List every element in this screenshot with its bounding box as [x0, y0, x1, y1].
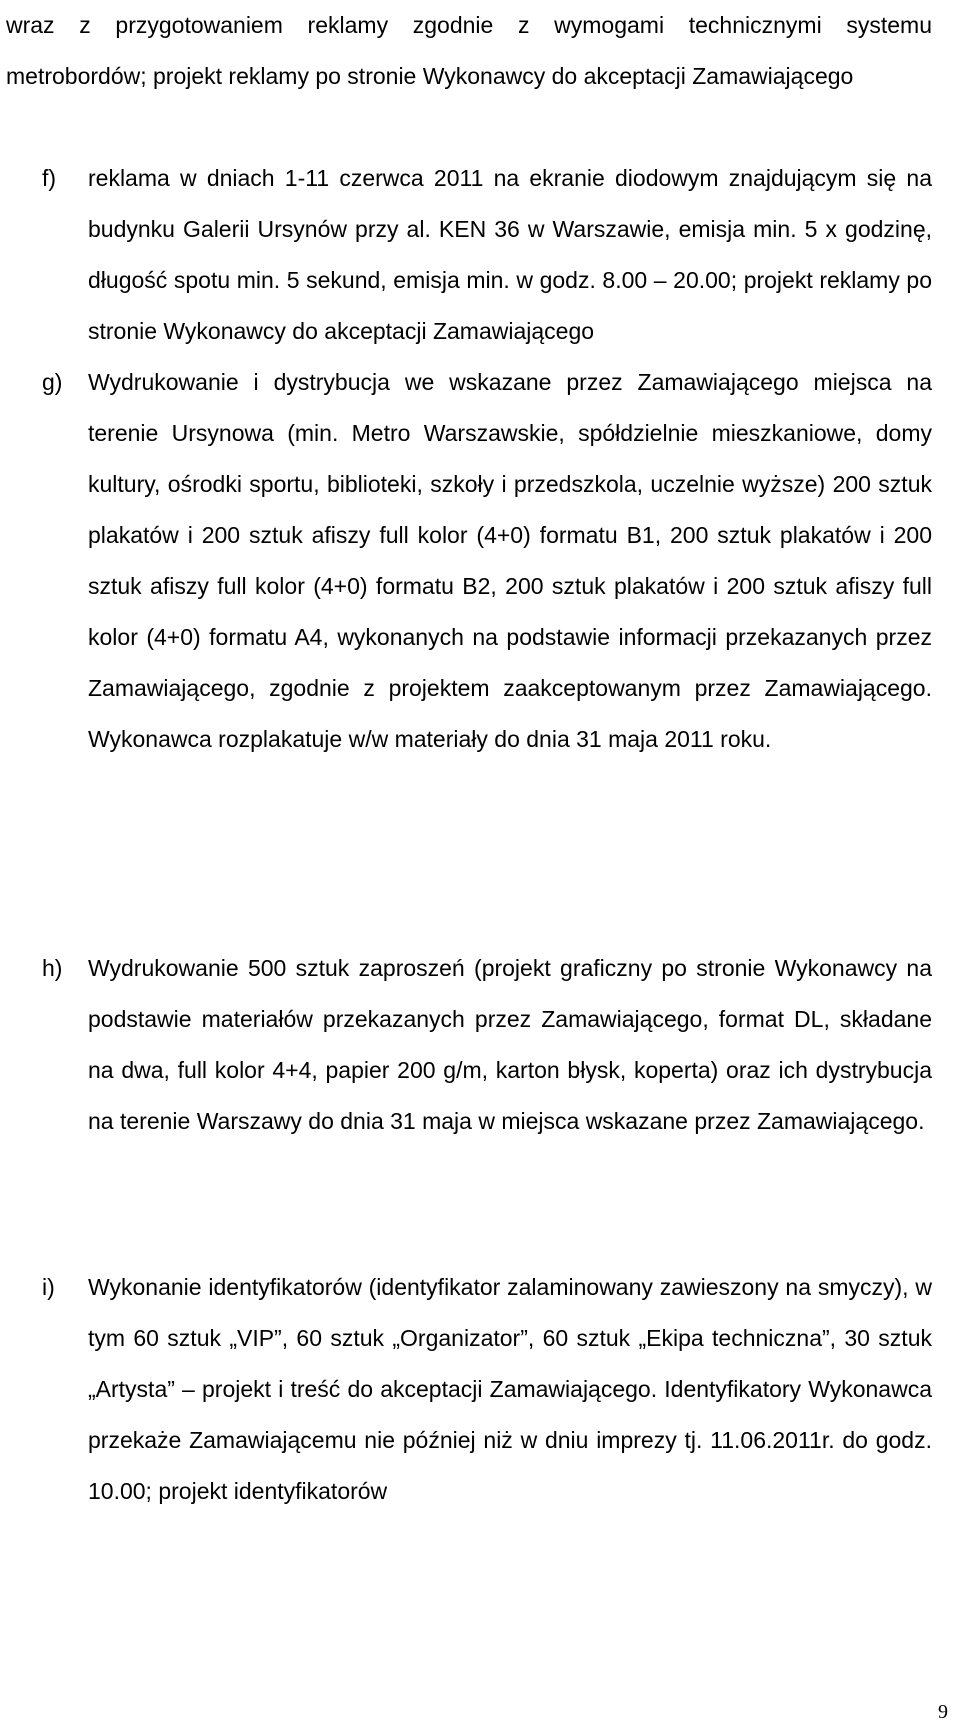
list-item-f — [42, 153, 932, 357]
list-item-h — [42, 943, 932, 1147]
list-marker-g: g) — [42, 369, 63, 395]
list-marker-h: h) — [42, 955, 63, 981]
list-item-g-text: Wydrukowanie i dystrybucja we wskazane przez Zamawiającego miejsca na terenie Ursynowa (min. Metro Warszawskie, spółdzielnie mieszkaniowe, domy kultury, ośrodki sportu, biblioteki, szkoły i przedszkola, uczelnie wyższe) 200 sztuk plakatów i 200 sztuk afiszy full kolor (4+0) formatu B1, 200 sztuk plakatów i 200 sztuk afiszy full kolor (4+0) formatu B2, 200 sztuk plakatów i 200 sztuk afiszy full kolor (4+0) formatu A4, wykonanych na podstawie informacji przekazanych przez Zamawiającego, zgodnie z projektem zaakceptowanym przez Zamawiającego. Wykonawca rozplakatuje w/w materiały do dnia 31 maja 2011 roku. — [88, 369, 932, 752]
list-marker-f: f) — [42, 165, 57, 191]
list-item-i — [42, 1262, 932, 1517]
list-marker-i: i) — [42, 1274, 55, 1300]
list-item-h-text: Wydrukowanie 500 sztuk zaproszeń (projekt graficzny po stronie Wykonawcy na podstawie materiałów przekazanych przez Zamawiającego, format DL, składane na dwa, full kolor 4+4, papier 200 g/m, karton błysk, koperta) oraz ich dystrybucja na terenie Warszawy do dnia 31 maja w miejsca wskazane przez Zamawiającego. — [88, 955, 932, 1134]
list-item-i-text: Wykonanie identyfikatorów (identyfikator zalaminowany zawieszony na smyczy), w tym 60 sztuk „VIP”, 60 sztuk „Organizator”, 60 sztuk „Ekipa techniczna”, 30 sztuk „Artysta” – projekt i treść do akceptacji Zamawiającego. Identyfikatory Wykonawca przekaże Zamawiającemu nie później niż w dniu imprezy tj. 11.06.2011r. do godz. 10.00; projekt identyfikatorów — [88, 1274, 932, 1504]
intro-paragraph: wraz z przygotowaniem reklamy zgodnie z wymogami technicznymi systemu metrobordów; projekt reklamy po stronie Wykonawcy do akceptacji Zamawiającego — [6, 12, 932, 89]
list-item-f-text: reklama w dniach 1-11 czerwca 2011 na ekranie diodowym znajdującym się na budynku Galerii Ursynów przy al. KEN 36 w Warszawie, emisja min. 5 x godzinę, długość spotu min. 5 sekund, emisja min. w godz. 8.00 – 20.00; projekt reklamy po stronie Wykonawcy do akceptacji Zamawiającego — [88, 165, 932, 344]
page-number: 9 — [938, 1701, 948, 1723]
list-item-g — [42, 357, 932, 765]
